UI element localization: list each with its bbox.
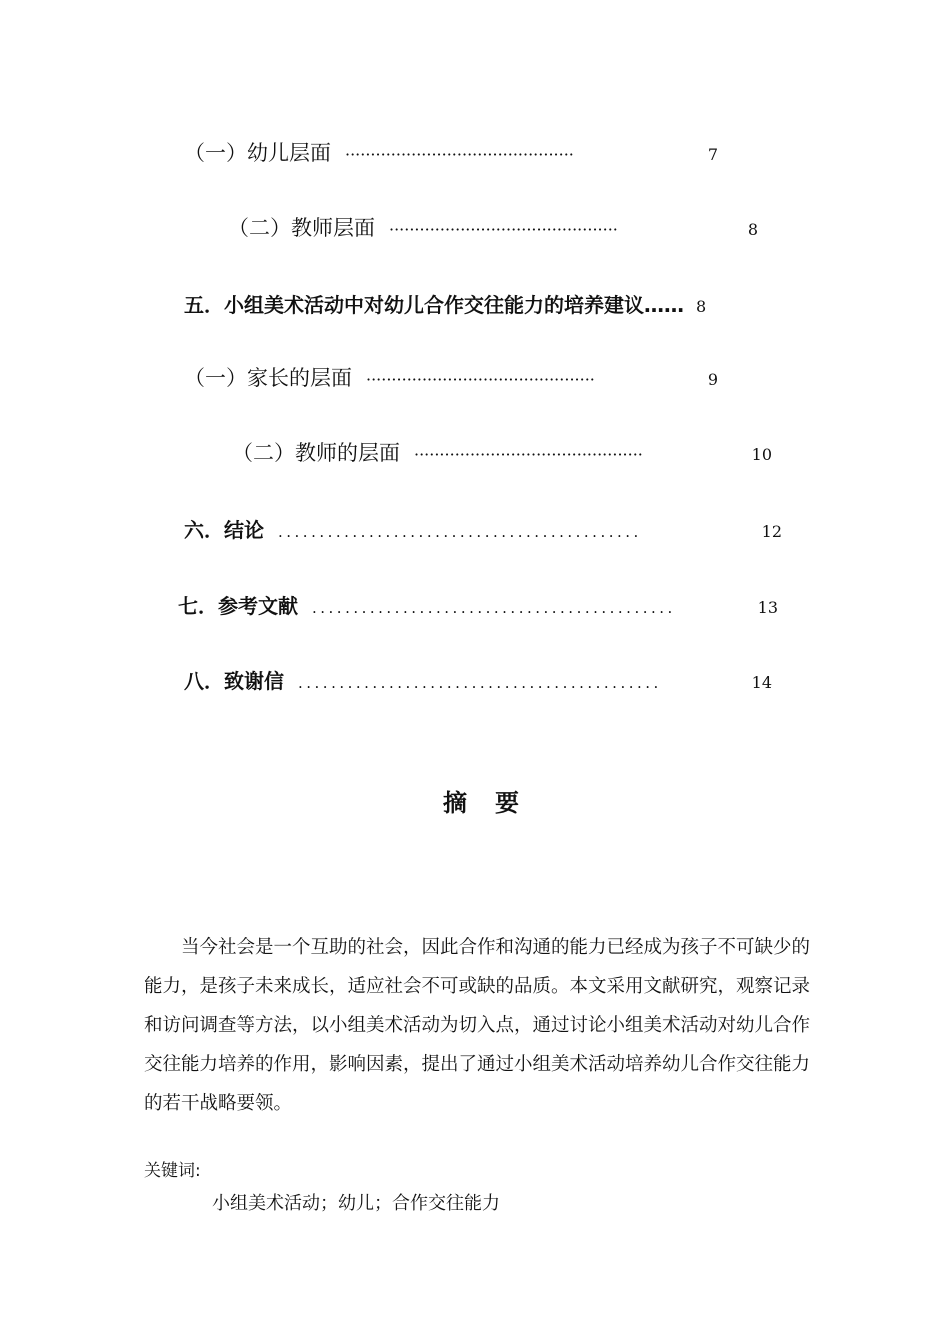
abstract-title: 摘要 [443, 789, 547, 817]
toc-entry-label: 七．参考文献 [178, 594, 298, 618]
toc-leader-dots: ············································· [414, 445, 643, 464]
toc-entry-label: 六．结论 [184, 518, 264, 542]
toc-page-number: 8 [696, 297, 707, 316]
toc-page-number: 10 [751, 445, 772, 464]
toc-page-number: 13 [757, 598, 778, 617]
toc-entry-teacher-level [228, 212, 758, 242]
toc-entry-acknowledgements [184, 665, 772, 694]
toc-leader-dots: ············································· [366, 370, 595, 389]
toc-entry-parent-level [184, 362, 718, 392]
toc-leader-dots: ............................................ [312, 599, 676, 617]
toc-entry-label: （二）教师的层面 [232, 441, 400, 465]
toc-page-number: 12 [761, 522, 782, 541]
toc-leader-dots: ············································· [389, 220, 618, 239]
toc-page-number: 8 [747, 220, 758, 239]
toc-leader-dots: ............................................ [298, 674, 662, 692]
toc-page-number: 9 [707, 370, 718, 389]
toc-leader-dots: ············································· [345, 145, 574, 164]
keywords-value: 小组美术活动；幼儿；合作交往能力 [212, 1193, 500, 1214]
toc-entry-label: 五．小组美术活动中对幼儿合作交往能力的培养建议…… [184, 293, 684, 317]
toc-entry-label: （一）家长的层面 [184, 366, 352, 390]
abstract-body: 当今社会是一个互助的社会，因此合作和沟通的能力已经成为孩子不可缺少的能力，是孩子未来成长，适应社会不可或缺的品质。本文采用文献研究，观察记录和访问调查等方法，以小组美术活动为切入点，通过讨论小组美术活动对幼儿合作交往能力培养的作用，影响因素，提出了通过小组美术活动培养幼儿合作交往能力的若干战略要领。 [144, 937, 811, 1114]
toc-leader-dots: ............................................ [278, 523, 642, 541]
toc-page-number: 14 [751, 673, 772, 692]
toc-entry-label: （一）幼儿层面 [184, 141, 331, 165]
toc-entry-conclusion [184, 514, 782, 543]
keywords-label: 关键词: [144, 1161, 201, 1181]
toc-page-number: 7 [707, 145, 718, 164]
toc-entry-section-five [184, 289, 764, 318]
toc-entry-label: 八．致谢信 [184, 669, 284, 693]
toc-entry-references [178, 590, 778, 619]
toc-entry-label: （二）教师层面 [228, 216, 375, 240]
toc-entry-teacher-level-2 [232, 437, 772, 467]
toc-entry-child-level [184, 137, 718, 167]
